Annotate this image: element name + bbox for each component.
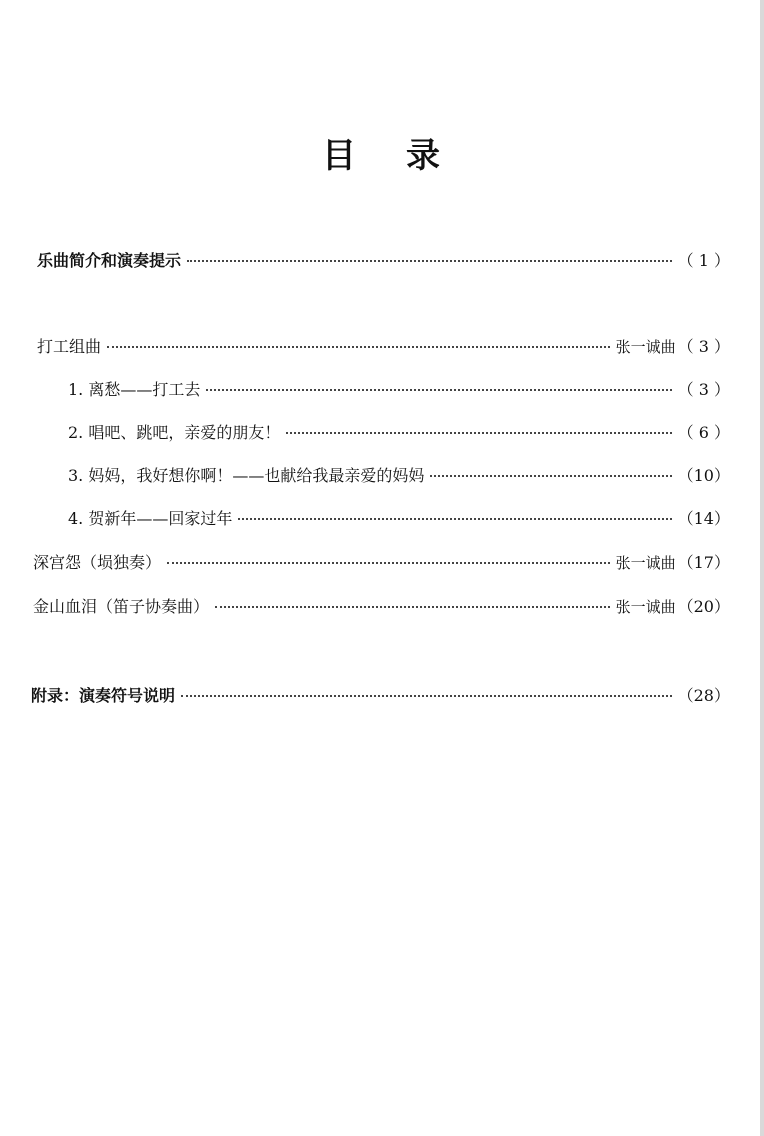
toc-entry-page: （ 6 ）	[677, 423, 730, 442]
toc-entry-page: （28）	[677, 686, 730, 705]
title-char-1: 目	[322, 136, 358, 176]
toc-entry-page: （20）	[677, 597, 730, 616]
toc-entry-label: 3. 妈妈，我好想你啊！——也献给我最亲爱的妈妈	[68, 466, 425, 485]
dot-leader	[206, 389, 671, 391]
toc-entry-suite-3[interactable]	[68, 463, 730, 493]
toc-entry-label: 4. 贺新年——回家过年	[68, 509, 233, 528]
toc-entry-shengongyuan[interactable]	[33, 550, 730, 580]
toc-entry-label: 金山血泪（笛子协奏曲）	[33, 597, 210, 616]
toc-entry-page: （ 3 ）	[677, 380, 730, 399]
toc-entry-suite-2[interactable]	[68, 420, 730, 450]
toc-entry-page: （14）	[677, 509, 730, 528]
dot-leader	[187, 260, 672, 262]
toc-entry-page: （ 1 ）	[677, 251, 730, 270]
dot-leader	[215, 606, 610, 608]
toc-entry-composer: 张一诚曲	[615, 554, 676, 572]
toc-entry-composer: 张一诚曲	[615, 598, 676, 616]
dot-leader	[238, 518, 671, 520]
title-char-2: 录	[406, 136, 442, 176]
dot-leader	[167, 562, 610, 564]
toc-entry-composer: 张一诚曲	[615, 338, 676, 356]
toc-entry-label: 乐曲简介和演奏提示	[37, 251, 182, 270]
toc-entry-page: （10）	[677, 466, 730, 485]
toc-entry-jinshanxuelei[interactable]	[33, 594, 730, 624]
toc-entry-suite-4[interactable]	[68, 506, 730, 536]
toc-entry-page: （17）	[677, 553, 730, 572]
toc-entry-label: 附录：演奏符号说明	[31, 686, 176, 705]
toc-entry-label: 1. 离愁——打工去	[68, 380, 201, 399]
page-title	[0, 128, 764, 177]
toc-entry-suite[interactable]	[37, 334, 730, 364]
toc-entry-label: 2. 唱吧、跳吧，亲爱的朋友！	[68, 423, 281, 442]
toc-entry-suite-1[interactable]	[68, 377, 730, 407]
toc-entry-intro[interactable]	[37, 248, 730, 278]
toc-entry-label: 打工组曲	[37, 337, 102, 356]
dot-leader	[107, 346, 610, 348]
toc-entry-appendix[interactable]	[31, 683, 730, 713]
toc-entry-page: （ 3 ）	[677, 337, 730, 356]
toc-entry-label: 深宫怨（埙独奏）	[33, 553, 162, 572]
dot-leader	[286, 432, 671, 434]
dot-leader	[430, 475, 671, 477]
dot-leader	[181, 695, 672, 697]
